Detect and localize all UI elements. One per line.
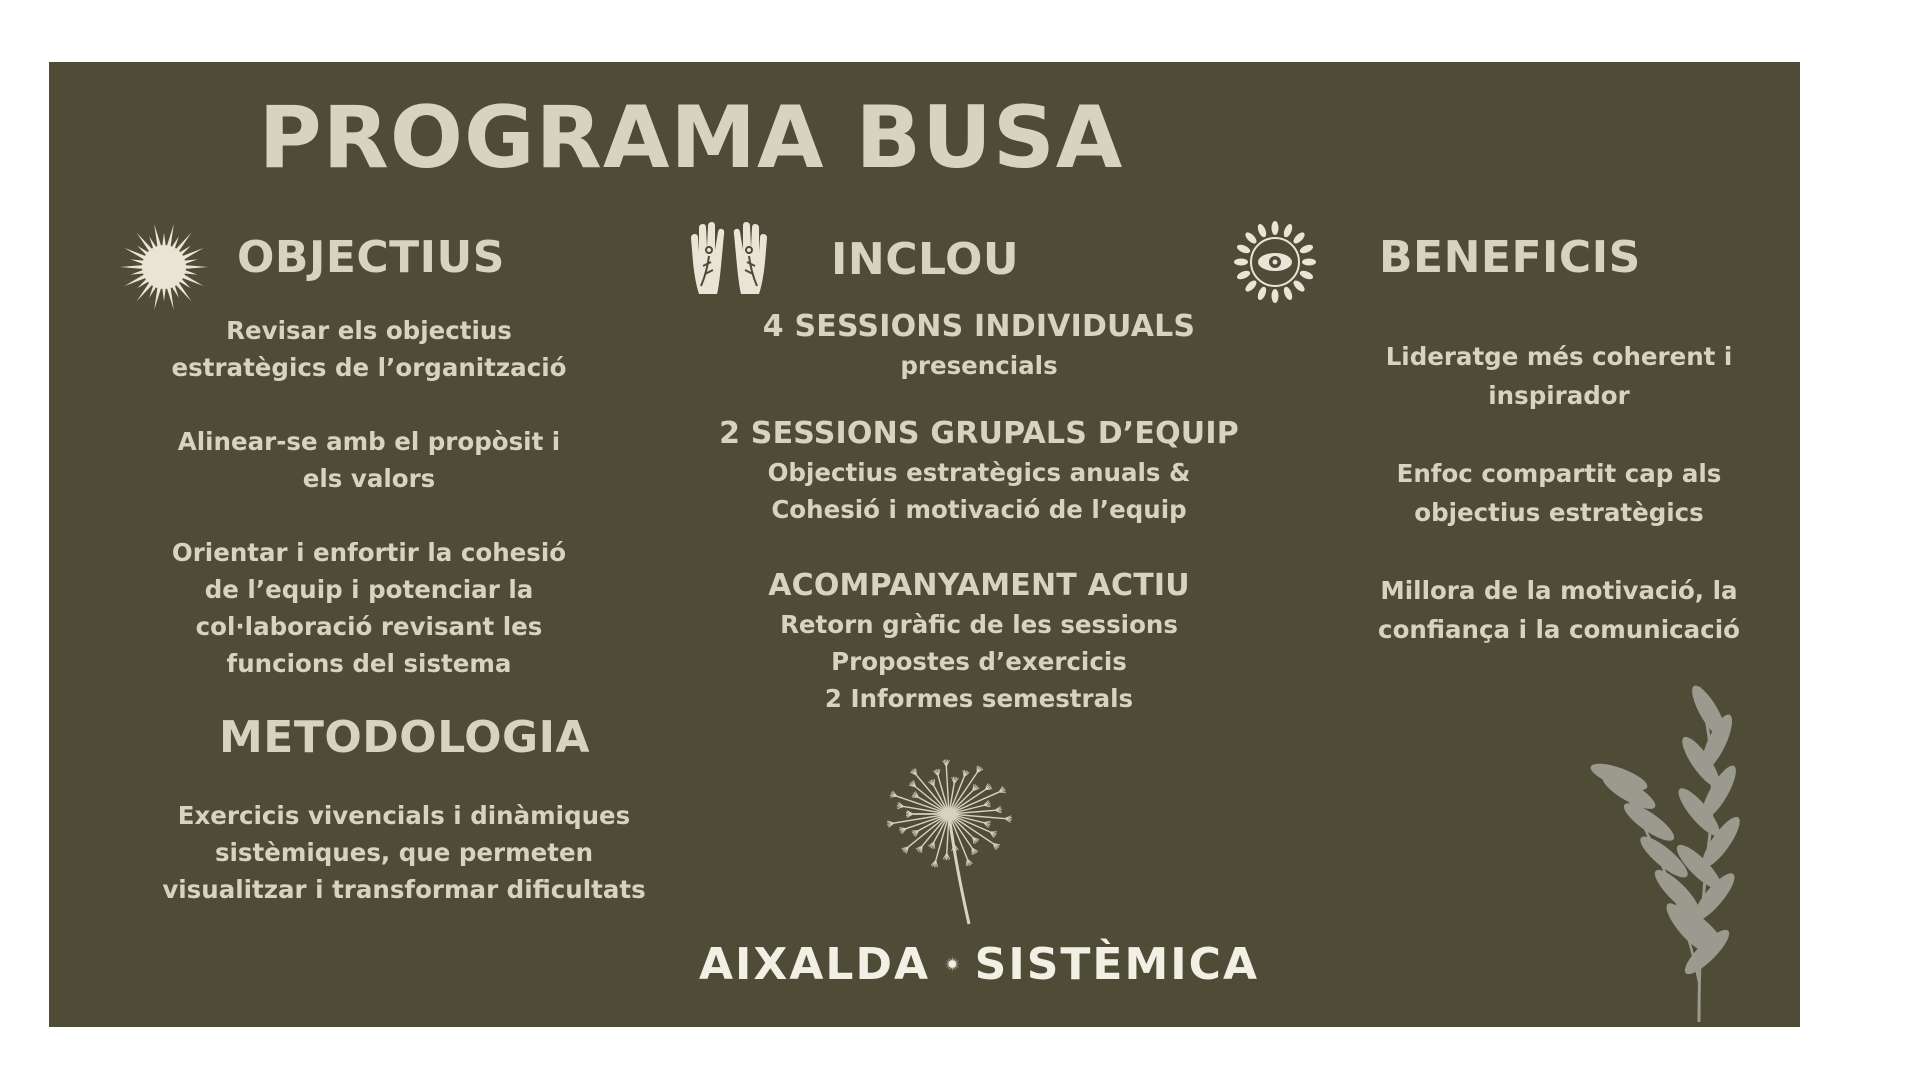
inclou-group-line: Retorn gràfic de les sessions	[780, 610, 1178, 639]
inclou-group-title: 2 SESSIONS GRUPALS D’EQUIP	[719, 416, 1239, 451]
program-panel	[49, 62, 1800, 1027]
leaf-branch-icon	[1559, 682, 1779, 1027]
objectius-item: Orientar i enfortir la cohesió de l’equip i potenciar la col·laboració revisant les funcions del sistema	[171, 538, 567, 678]
objectius-item: Alinear-se amb el propòsit i els valors	[177, 427, 561, 493]
hands-icon	[687, 222, 771, 298]
mandala-eye-icon	[1233, 220, 1317, 304]
inclou-list	[649, 307, 1309, 747]
inclou-group-line: presencials	[900, 351, 1058, 380]
beneficis-item: Enfoc compartit cap als objectius estratègics	[1396, 459, 1722, 527]
inclou-group	[649, 566, 1309, 717]
inclou-heading: INCLOU	[831, 234, 1020, 285]
beneficis-item: Millora de la motivació, la confiança i la comunicació	[1378, 576, 1740, 644]
inclou-group-line: Cohesió i motivació de l’equip	[771, 495, 1187, 524]
beneficis-heading: BENEFICIS	[1379, 232, 1641, 283]
beneficis-item: Lideratge més coherent i inspirador	[1385, 342, 1733, 410]
beneficis-list	[1349, 337, 1769, 649]
dandelion-icon	[869, 752, 1039, 927]
objectius-item: Revisar els objectius estratègics de l’organització	[171, 316, 567, 382]
inclou-group-title: 4 SESSIONS INDIVIDUALS	[762, 309, 1196, 344]
logo-sun-icon	[944, 941, 961, 987]
inclou-group	[649, 414, 1309, 528]
inclou-group	[649, 307, 1309, 384]
sun-icon	[119, 222, 209, 312]
brand-logo	[699, 934, 1259, 994]
logo-left-text: AIXALDA	[699, 938, 931, 990]
inclou-group-title: ACOMPANYAMENT ACTIU	[768, 568, 1190, 603]
inclou-group-line: Propostes d’exercicis	[831, 647, 1127, 676]
objectius-heading: OBJECTIUS	[237, 232, 505, 283]
inclou-group-line: Objectius estratègics anuals &	[767, 458, 1191, 487]
metodologia-text: Exercicis vivencials i dinàmiques sistèmiques, que permeten visualitzar i transformar dificultats	[162, 801, 646, 904]
inclou-group-line: 2 Informes semestrals	[824, 684, 1134, 713]
logo-right-text: SISTÈMICA	[974, 938, 1259, 990]
objectius-list	[159, 312, 579, 682]
page-title: PROGRAMA BUSA	[258, 88, 1124, 188]
metodologia-heading: METODOLOGIA	[219, 712, 591, 763]
